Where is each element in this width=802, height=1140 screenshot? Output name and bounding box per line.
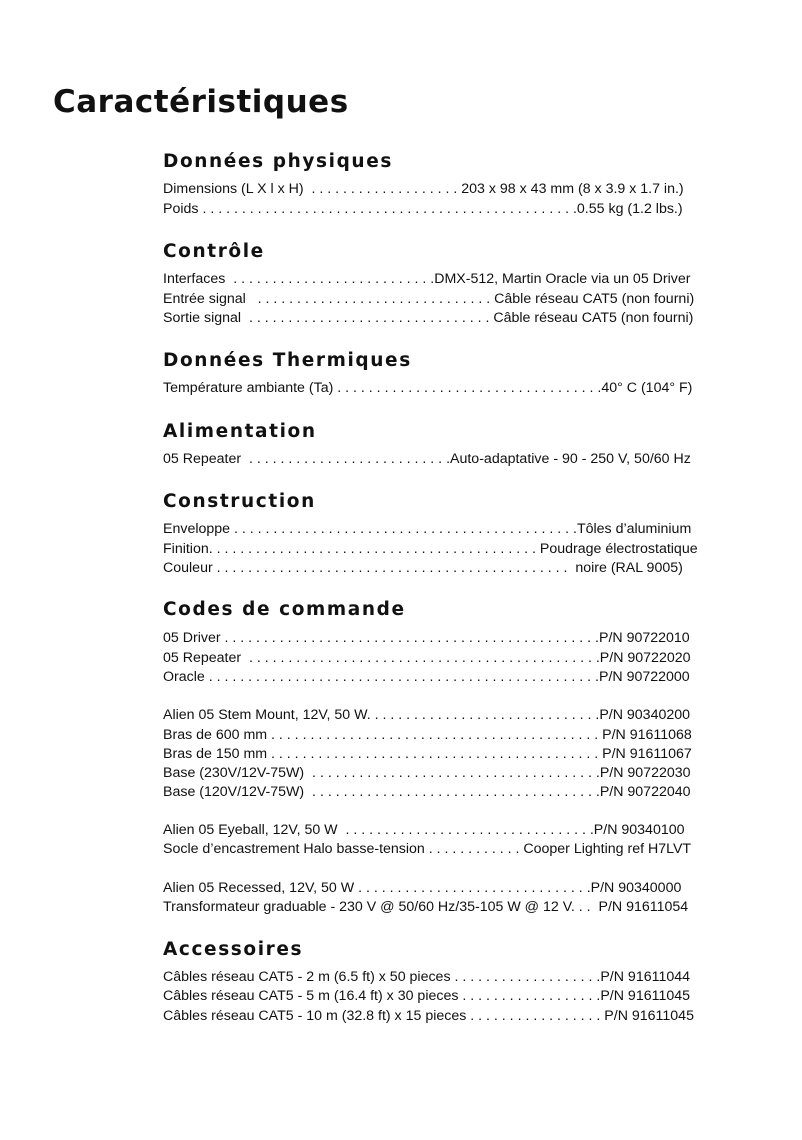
spec-label: Enveloppe (163, 521, 231, 537)
dot-leader: . . . . . . . . . . . . . . . . . . . (303, 181, 462, 197)
spec-row (163, 201, 683, 218)
spec-value: Cooper Lighting ref H7LVT (523, 841, 692, 857)
dot-leader: . . . . . . . . . . . . . . . . . . . . . . . . . . . . . . . . . . . . . (304, 765, 600, 781)
spec-label: Bras de 150 mm (163, 746, 268, 762)
spec-row (163, 291, 694, 308)
spec-label: Entrée signal (163, 291, 246, 307)
spec-label: Dimensions (L X l x H) (163, 181, 304, 197)
spec-row (163, 707, 690, 724)
dot-leader: . . . . . . . . . . . . . . . . . . . . . . . . . . . . . . . . . . . . . . . . . . . . . . . . (220, 630, 599, 646)
spec-value: P/N 90722010 (598, 630, 690, 646)
spec-value: P/N 91611044 (600, 969, 691, 985)
spec-value: Câble réseau CAT5 (non fourni) (494, 291, 695, 307)
spec-value: P/N 91611054 (598, 899, 689, 915)
spec-label: Poids (163, 201, 199, 217)
spec-row (163, 969, 690, 986)
dot-leader: . . . . . . . . . . . . . . . . . . . . . . . . . . . . . (370, 707, 600, 723)
spec-value: P/N 91611045 (604, 1008, 694, 1024)
dot-leader: . . . . . . . . . . . . . . . . . . . . . . . . . . . . . . . . . . . . . . . . . (212, 541, 540, 557)
section-heading-controle: Contrôle (163, 241, 265, 262)
dot-leader: . . . . . . . . . . . . . . . . . . . . . . . . . . . . . . . . . . . . . . . . . . . . . (241, 650, 600, 666)
spec-row (163, 880, 681, 897)
spec-value: P/N 91611068 (602, 727, 692, 743)
spec-row (163, 310, 693, 327)
spec-value: 40° C (104° F) (601, 380, 693, 396)
spec-row (163, 560, 683, 577)
dot-leader: . . . . . . . . . . . . . . . . . . . . . . . . . . . . . . (354, 880, 591, 896)
spec-value: P/N 90722000 (598, 669, 690, 685)
page-title: Caractéristiques (53, 84, 349, 120)
spec-value: Tôles d’aluminium (576, 521, 692, 537)
spec-value: P/N 90340200 (599, 707, 691, 723)
spec-row (163, 650, 691, 667)
spec-value: P/N 91611067 (602, 746, 692, 762)
dot-leader: . . . . . . . . . . . . . . . . . (466, 1008, 605, 1024)
spec-label: 05 Repeater (163, 650, 242, 666)
dot-leader: . . . . . . . . . . . . . . . . . . . . . . . . . . . . . . . . . . . . . . . . . . (267, 746, 603, 762)
spec-label: Interfaces (163, 271, 226, 287)
dot-leader: . . . . . . . . . . . . . . . . . . . . . . . . . . (225, 271, 435, 287)
dot-leader: . . . . . . . . . . . . . . . . . . . . . . . . . . . . . . . . . . . . . . . . . . . . . (212, 560, 576, 576)
spec-row (163, 271, 690, 288)
dot-leader: . . . . . . . . . . . . . . . . . . . . . . . . . . . . . . . . . . . . . . . . . . . . (230, 521, 577, 537)
dot-leader: . . . . . . . . . . . . . . . . . . (458, 988, 601, 1004)
spec-label: Alien 05 Eyeball, 12V, 50 W (163, 822, 338, 838)
dot-leader: . . . . . . . . . . . . . . . . . . . . . . . . . . . . . . . . . . . . . . . . . . (267, 727, 603, 743)
spec-row (163, 765, 691, 782)
section-heading-donnees-physiques: Données physiques (163, 151, 393, 172)
spec-label: Alien 05 Stem Mount, 12V, 50 W. (163, 707, 371, 723)
spec-label: Socle d’encastrement Halo basse-tension (163, 841, 425, 857)
spec-value: Câble réseau CAT5 (non fourni) (493, 310, 694, 326)
spec-label: Finition. (163, 541, 213, 557)
spec-row (163, 988, 690, 1005)
spec-label: Câbles réseau CAT5 - 10 m (32.8 ft) x 15 pieces (163, 1008, 467, 1024)
spec-row (163, 1008, 694, 1025)
dot-leader: . . . . . . . . . . . . . . . . . . . (450, 969, 601, 985)
spec-label: Base (230V/12V-75W) (163, 765, 305, 781)
dot-leader: . . . . . . . . . . . . . . . . . . . . . . . . . . . . . . . . . . . . . (304, 784, 600, 800)
spec-label: Transformateur graduable - 230 V @ 50/60 Hz/35-105 W @ 12 V. (163, 899, 575, 915)
dot-leader: . . . . . . . . . . . . . . . . . . . . . . . . . . (241, 451, 451, 467)
spec-label: Couleur (163, 560, 213, 576)
spec-label: Oracle (163, 669, 205, 685)
dot-leader: . . (574, 899, 599, 915)
spec-label: Base (120V/12V-75W) (163, 784, 305, 800)
spec-label: Sortie signal (163, 310, 242, 326)
spec-row (163, 841, 691, 858)
spec-row (163, 521, 691, 538)
spec-row (163, 181, 684, 198)
spec-value: noire (RAL 9005) (575, 560, 683, 576)
spec-value: Auto-adaptative - 90 - 250 V, 50/60 Hz (450, 451, 691, 467)
spec-label: 05 Driver (163, 630, 221, 646)
spec-label: Alien 05 Recessed, 12V, 50 W (163, 880, 355, 896)
spec-row (163, 746, 692, 763)
spec-value: Poudrage électrostatique (539, 541, 698, 557)
spec-row (163, 451, 691, 468)
dot-leader: . . . . . . . . . . . . . . . . . . . . . . . . . . . . . . . . . . . . . . . . . . . . . . . . (198, 201, 577, 217)
section-heading-accessoires: Accessoires (163, 939, 304, 960)
section-heading-alimentation: Alimentation (163, 421, 317, 442)
spec-value: 203 x 98 x 43 mm (8 x 3.9 x 1.7 in.) (461, 181, 684, 197)
section-heading-codes-de-commande: Codes de commande (163, 599, 406, 620)
spec-label: Câbles réseau CAT5 - 5 m (16.4 ft) x 30 pieces (163, 988, 459, 1004)
spec-label: Bras de 600 mm (163, 727, 268, 743)
spec-value: P/N 90722020 (599, 650, 691, 666)
spec-label: Température ambiante (Ta) (163, 380, 334, 396)
spec-value: P/N 90722040 (599, 784, 691, 800)
dot-leader: . . . . . . . . . . . . (424, 841, 524, 857)
spec-value: P/N 91611045 (600, 988, 691, 1004)
dot-leader: . . . . . . . . . . . . . . . . . . . . . . . . . . . . . . . . (337, 822, 594, 838)
dot-leader: . . . . . . . . . . . . . . . . . . . . . . . . . . . . . . (245, 291, 495, 307)
spec-value: 0.55 kg (1.2 lbs.) (576, 201, 683, 217)
spec-row (163, 822, 685, 839)
spec-label: Câbles réseau CAT5 - 2 m (6.5 ft) x 50 pieces (163, 969, 451, 985)
spec-value: P/N 90340100 (593, 822, 685, 838)
dot-leader: . . . . . . . . . . . . . . . . . . . . . . . . . . . . . . . (241, 310, 494, 326)
spec-row (163, 630, 690, 647)
section-heading-donnees-thermiques: Données Thermiques (163, 350, 412, 371)
spec-row (163, 784, 691, 801)
spec-value: DMX-512, Martin Oracle via un 05 Driver (434, 271, 691, 287)
spec-row (163, 541, 698, 558)
spec-row (163, 899, 688, 916)
spec-row (163, 380, 692, 397)
spec-value: P/N 90722030 (599, 765, 691, 781)
spec-row (163, 669, 690, 686)
dot-leader: . . . . . . . . . . . . . . . . . . . . . . . . . . . . . . . . . . (333, 380, 602, 396)
spec-label: 05 Repeater (163, 451, 242, 467)
section-heading-construction: Construction (163, 491, 316, 512)
spec-row (163, 727, 692, 744)
dot-leader: . . . . . . . . . . . . . . . . . . . . . . . . . . . . . . . . . . . . . . . . . . . . . . . . . . (204, 669, 599, 685)
spec-value: P/N 90340000 (590, 880, 682, 896)
